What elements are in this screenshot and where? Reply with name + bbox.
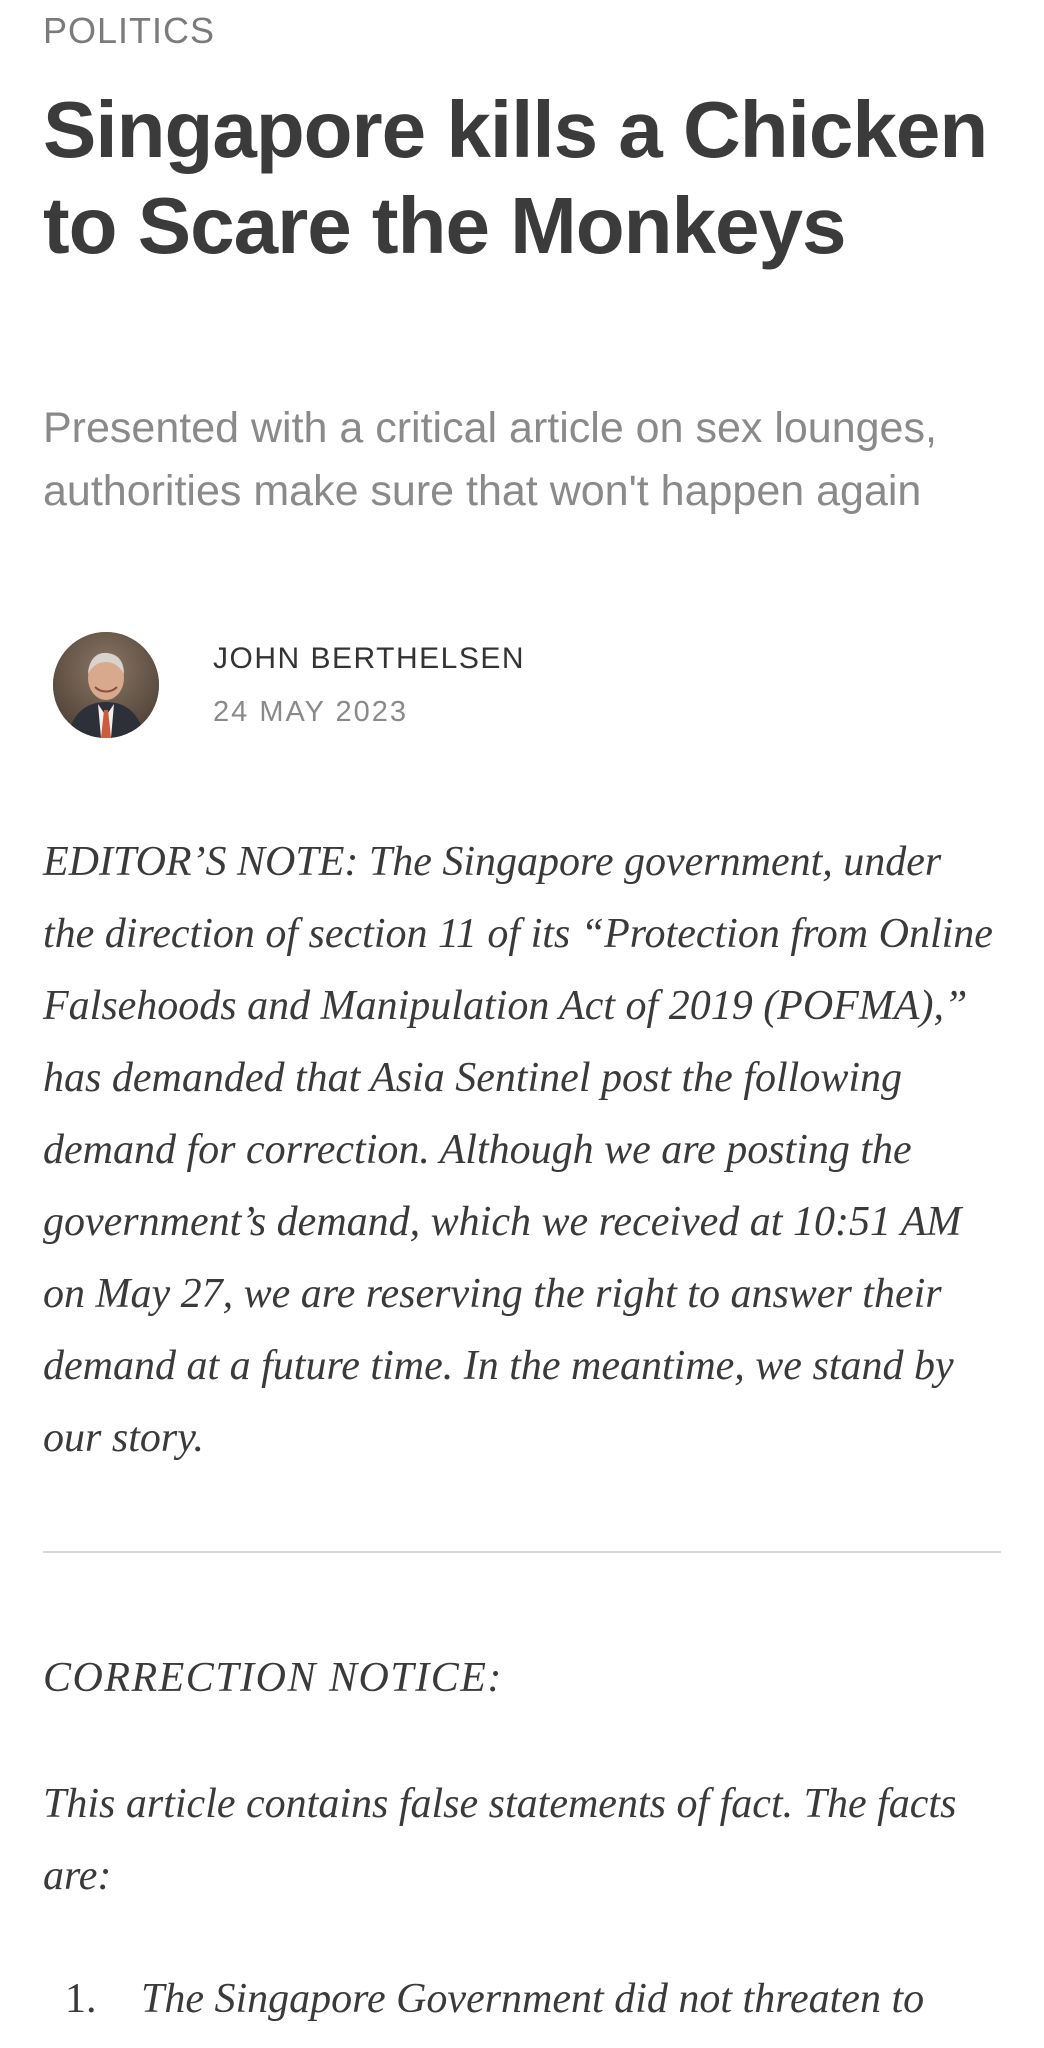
article-headline: Singapore kills a Chicken to Scare the Monkeys: [43, 85, 988, 270]
byline: [43, 632, 983, 742]
article-subtitle: Presented with a critical article on sex lounges, authorities make sure that won't happen again: [43, 404, 937, 515]
fact-number: 1.: [65, 1976, 97, 2022]
fact-item: [43, 1963, 1003, 2035]
correction-notice-heading: CORRECTION NOTICE:: [43, 1655, 503, 1701]
category-label[interactable]: POLITICS: [43, 10, 216, 51]
fact-text: The Singapore Government did not threaten to: [141, 1976, 925, 2022]
facts-list: [43, 1963, 1003, 2035]
editors-note: EDITOR’S NOTE: The Singapore government, under the direction of section 11 of its “Protection from Online Falsehoods and Manipulation Act of 2019 (POFMA),” has demanded that Asia Sentinel post the following demand for correction. Although we are posting the government’s demand, which we received at 10:51 AM on May 27, we are reserving the right to answer their demand at a future time. In the meantime, we stand by our story.: [43, 839, 993, 1461]
author-name[interactable]: JOHN BERTHELSEN: [213, 642, 526, 675]
correction-intro: This article contains false statements of fact. The facts are:: [43, 1781, 957, 1899]
publish-date: 24 MAY 2023: [213, 696, 409, 728]
section-divider: [43, 1551, 1001, 1553]
author-avatar[interactable]: [53, 632, 159, 738]
